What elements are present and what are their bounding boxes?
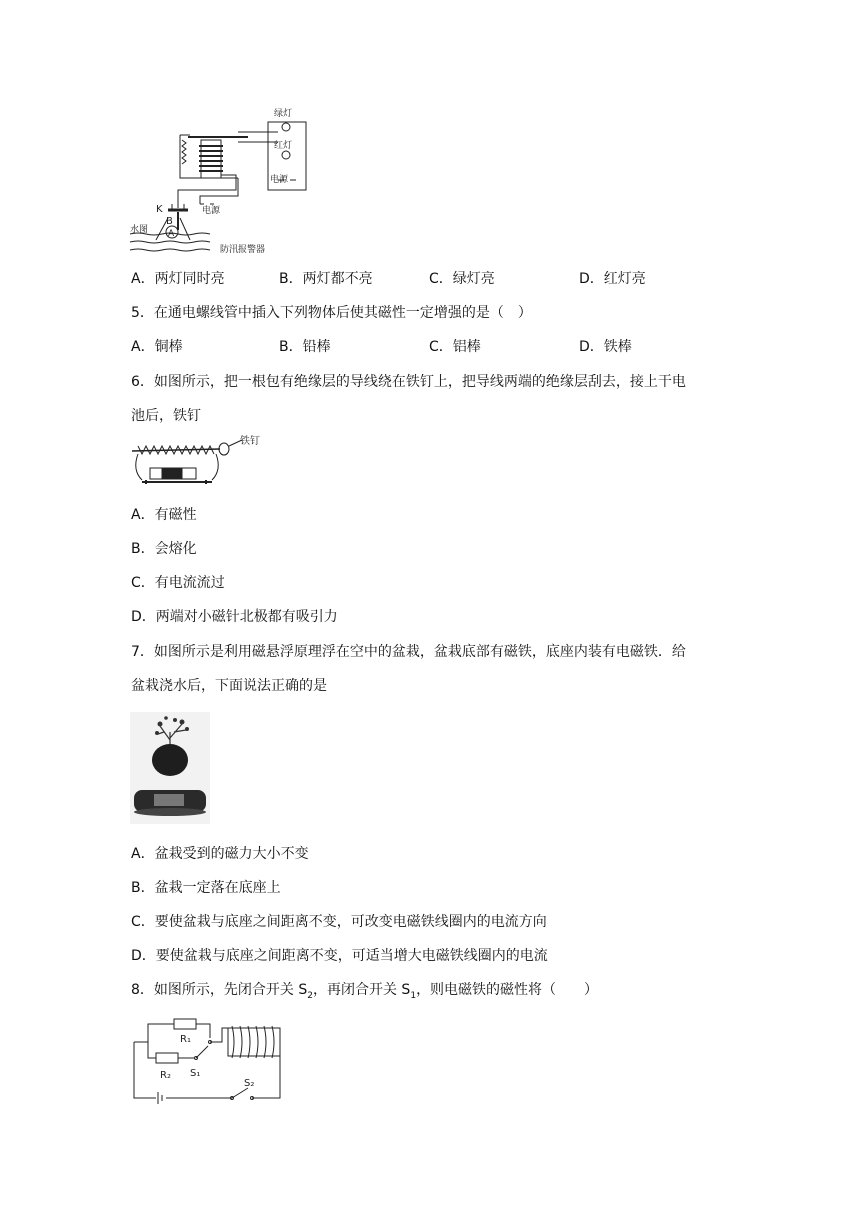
q8-s1-subscript: 1: [410, 990, 417, 1001]
q6-option-a: A．有磁性: [131, 507, 197, 523]
electromagnet-circuit-figure: [128, 1012, 290, 1104]
q7-option-b: B．盆栽一定落在底座上: [131, 880, 281, 896]
b-label: B: [166, 216, 173, 227]
q4-option-b: B．两灯都不亮: [279, 271, 373, 287]
q7-stem-line1: 7．如图所示是利用磁悬浮原理浮在空中的盆栽，盆栽底部有磁铁，底座内装有电磁铁．给: [131, 644, 686, 660]
q7-option-c: C．要使盆栽与底座之间距离不变，可改变电磁铁线圈内的电流方向: [131, 914, 547, 930]
q8-stem-pre: 8．如图所示，先闭合开关 S: [131, 982, 308, 998]
flood-alarm-caption: 防汛报警器: [220, 245, 266, 255]
s1-label: S₁: [190, 1068, 201, 1079]
k-label: K: [156, 204, 163, 215]
q7-stem-line2: 盆栽浇水后，下面说法正确的是: [131, 678, 327, 694]
q6-option-b: B．会熔化: [131, 541, 197, 557]
q6-option-c: C．有电流流过: [131, 575, 225, 591]
q7-option-a: A．盆栽受到的磁力大小不变: [131, 846, 309, 862]
red-light-label: 红灯: [274, 141, 293, 151]
iron-nail-figure: [128, 434, 268, 494]
q8-s2-subscript: 2: [307, 990, 313, 1001]
iron-nail-diagram: [128, 434, 268, 494]
power-label-right: 电源: [270, 175, 289, 185]
bonsai-levitation-image: [130, 712, 210, 824]
flood-alarm-figure: [128, 100, 310, 258]
q5-stem: 5．在通电螺线管中插入下列物体后使其磁性一定增强的是（ ）: [131, 305, 532, 321]
q8-stem-post: ，则电磁铁的磁性将（ ）: [416, 982, 599, 998]
q8-stem: [131, 980, 598, 1006]
q5-option-b: B．铅棒: [279, 339, 331, 355]
q7-option-d: D．要使盆栽与底座之间距离不变，可适当增大电磁铁线圈内的电流: [131, 948, 548, 964]
bonsai-photo: [130, 712, 210, 824]
electromagnet-circuit-diagram: [128, 1012, 290, 1104]
green-light-label: 绿灯: [274, 109, 293, 119]
q4-option-c: C．绿灯亮: [429, 271, 495, 287]
iron-nail-label: 铁钉: [240, 436, 260, 447]
q5-option-a: A．铜棒: [131, 339, 183, 355]
r1-label: R₁: [180, 1034, 191, 1045]
flood-alarm-diagram: [128, 100, 310, 258]
q6-stem-line2: 池后，铁钉: [131, 408, 201, 424]
power-label-bottom: 电源: [202, 206, 221, 216]
q8-stem-mid: ，再闭合开关 S: [312, 982, 411, 998]
q6-option-d: D．两端对小磁针北极都有吸引力: [131, 609, 338, 625]
r2-label: R₂: [160, 1070, 171, 1081]
q6-stem-line1: 6．如图所示，把一根包有绝缘层的导线绕在铁钉上，把导线两端的绝缘层刮去，接上干电: [131, 374, 686, 390]
water-label: 水图: [130, 225, 149, 235]
q4-option-a: A．两灯同时亮: [131, 271, 225, 287]
s2-label: S₂: [244, 1078, 255, 1089]
q4-option-d: D．红灯亮: [579, 271, 646, 287]
q5-option-c: C．铝棒: [429, 339, 481, 355]
q5-option-d: D．铁棒: [579, 339, 632, 355]
a-label: A: [168, 229, 175, 239]
